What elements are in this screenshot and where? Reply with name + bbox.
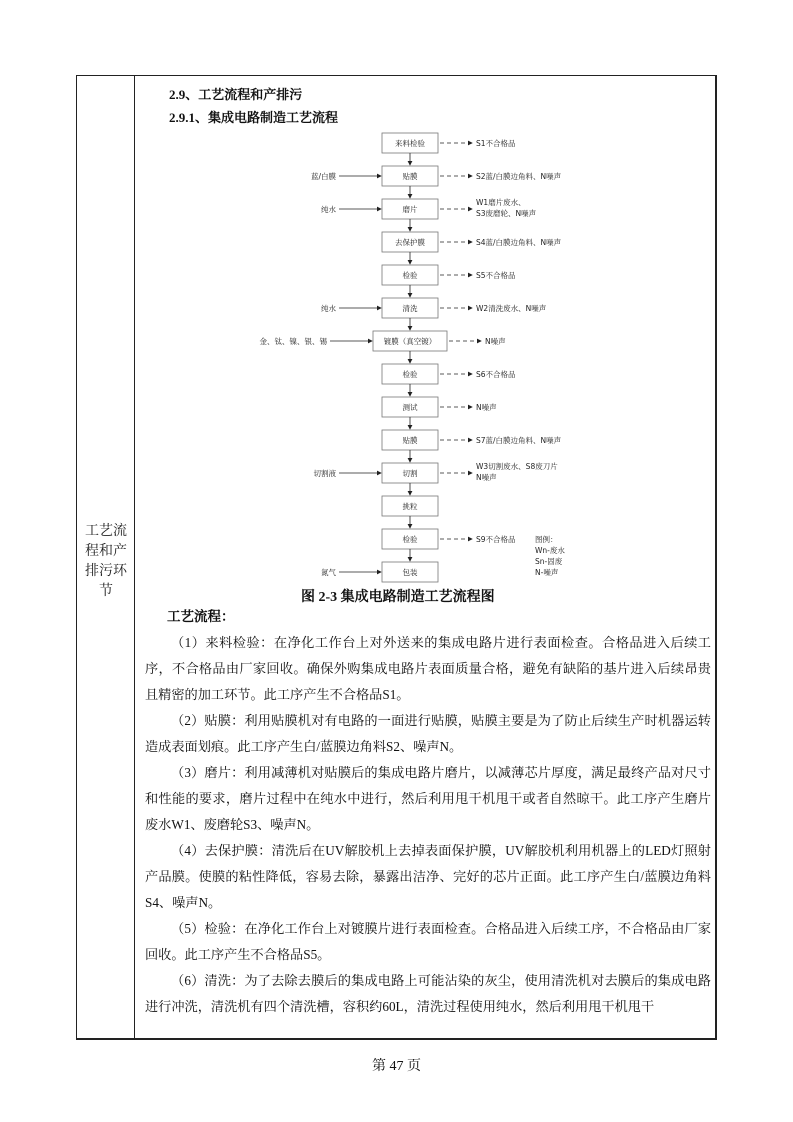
flow-output-label: N噪声 <box>485 337 506 346</box>
flow-output-label: S9不合格品 <box>476 535 516 544</box>
flow-step-label: 镀膜（真空镀） <box>383 337 437 346</box>
paragraph-2: （2）贴膜：利用贴膜机对有电路的一面进行贴膜，贴膜主要是为了防止后续生产时机器运转造成表面划痕。此工序产生白/蓝膜边角料S2、噪声N。 <box>145 713 711 754</box>
flow-output-label: W1磨片废水、 <box>476 198 526 207</box>
content-table <box>76 75 717 1040</box>
flow-input-label: 氮气 <box>321 568 336 577</box>
section-title: 2.9、工艺流程和产排污 <box>169 87 303 102</box>
flow-output-label: W2清洗废水、N噪声 <box>476 304 547 313</box>
paragraph-6: （6）清洗：为了去除去膜后的集成电路上可能沾染的灰尘，使用清洗机对去膜后的集成电路进行冲洗，清洗机有四个清洗槽，容积约60L，清洗过程使用纯水，然后利用甩干机甩干 <box>145 973 711 1014</box>
flow-input-label: 纯水 <box>321 205 336 214</box>
flow-step-label: 检验 <box>402 370 418 379</box>
left-header-label: 工艺流程和产排污环节 <box>85 524 127 599</box>
flow-output-label: S1不合格品 <box>476 139 516 148</box>
flow-step-label: 贴膜 <box>402 172 418 181</box>
flow-legend-item: Wn-废水 <box>535 546 565 555</box>
flow-input-label: 金、钛、镍、银、锡 <box>259 337 327 346</box>
flow-output-label: S5不合格品 <box>476 271 516 280</box>
figure-caption: 图 2-3 集成电路制造工艺流程图 <box>301 590 495 605</box>
flow-legend-item: 图例： <box>535 535 558 544</box>
flow-step-label: 磨片 <box>402 205 418 214</box>
flow-step-label: 来料检验 <box>395 139 425 148</box>
flow-output-label: S6不合格品 <box>476 370 516 379</box>
flow-step-label: 清洗 <box>402 304 418 313</box>
flow-output-label: S4蓝/白膜边角料、N噪声 <box>476 238 562 247</box>
subsection-title: 2.9.1、集成电路制造工艺流程 <box>169 110 339 125</box>
flow-output-label: S2蓝/白膜边角料、N噪声 <box>476 172 562 181</box>
paragraph-5: （5）检验：在净化工作台上对镀膜片进行表面检查。合格品进入后续工序，不合格品由厂家回收。此工序产生不合格品S5。 <box>145 921 711 962</box>
flow-legend-item: Sn-固废 <box>535 557 563 566</box>
paragraph-1: （1）来料检验：在净化工作台上对外送来的集成电路片进行表面检查。合格品进入后续工序，不合格品由厂家回收。确保外购集成电路片表面质量合格，避免有缺陷的基片进入后续昂贵且精密的加工环节。此工序产生不合格品S1。 <box>145 635 711 702</box>
flow-legend-item: N-噪声 <box>535 568 559 577</box>
flow-step-label: 包装 <box>402 568 418 577</box>
paragraph-3: （3）磨片：利用减薄机对贴膜后的集成电路片磨片，以减薄芯片厚度，满足最终产品对尺寸和性能的要求，磨片过程中在纯水中进行，然后利用甩干机甩干或者自然晾干。此工序产生磨片废水W1、废磨轮S3、噪声N。 <box>145 765 711 832</box>
flow-step-label: 测试 <box>402 403 418 412</box>
flow-output-label: S3废磨轮、N噪声 <box>476 209 537 218</box>
process-flowchart <box>77 76 718 596</box>
page-number: 第 47 页 <box>372 1059 421 1074</box>
flow-output-label: S7蓝/白膜边角料、N噪声 <box>476 436 562 445</box>
flow-output-label: N噪声 <box>476 473 497 482</box>
flow-input-label: 纯水 <box>321 304 336 313</box>
flow-step-label: 检验 <box>402 271 418 280</box>
process-description <box>145 604 711 1020</box>
flow-input-label: 蓝/白膜 <box>310 172 336 181</box>
flow-output-label: N噪声 <box>476 403 497 412</box>
process-heading: 工艺流程： <box>167 609 235 624</box>
flow-output-label: W3切割废水、S8废刀片 <box>476 462 558 471</box>
paragraph-4: （4）去保护膜：清洗后在UV解胶机上去掉表面保护膜，UV解胶机利用机器上的LED灯照射产品膜。使膜的粘性降低，容易去除，暴露出洁净、完好的芯片正面。此工序产生白/蓝膜边角料S4、噪声N。 <box>145 843 711 910</box>
flow-step-label: 贴膜 <box>402 436 418 445</box>
flow-step-label: 挑粒 <box>402 502 418 511</box>
flow-step-label: 切割 <box>402 469 418 478</box>
flow-step-label: 去保护膜 <box>395 238 425 247</box>
flow-step-label: 检验 <box>402 535 418 544</box>
flow-input-label: 切割液 <box>313 469 336 478</box>
